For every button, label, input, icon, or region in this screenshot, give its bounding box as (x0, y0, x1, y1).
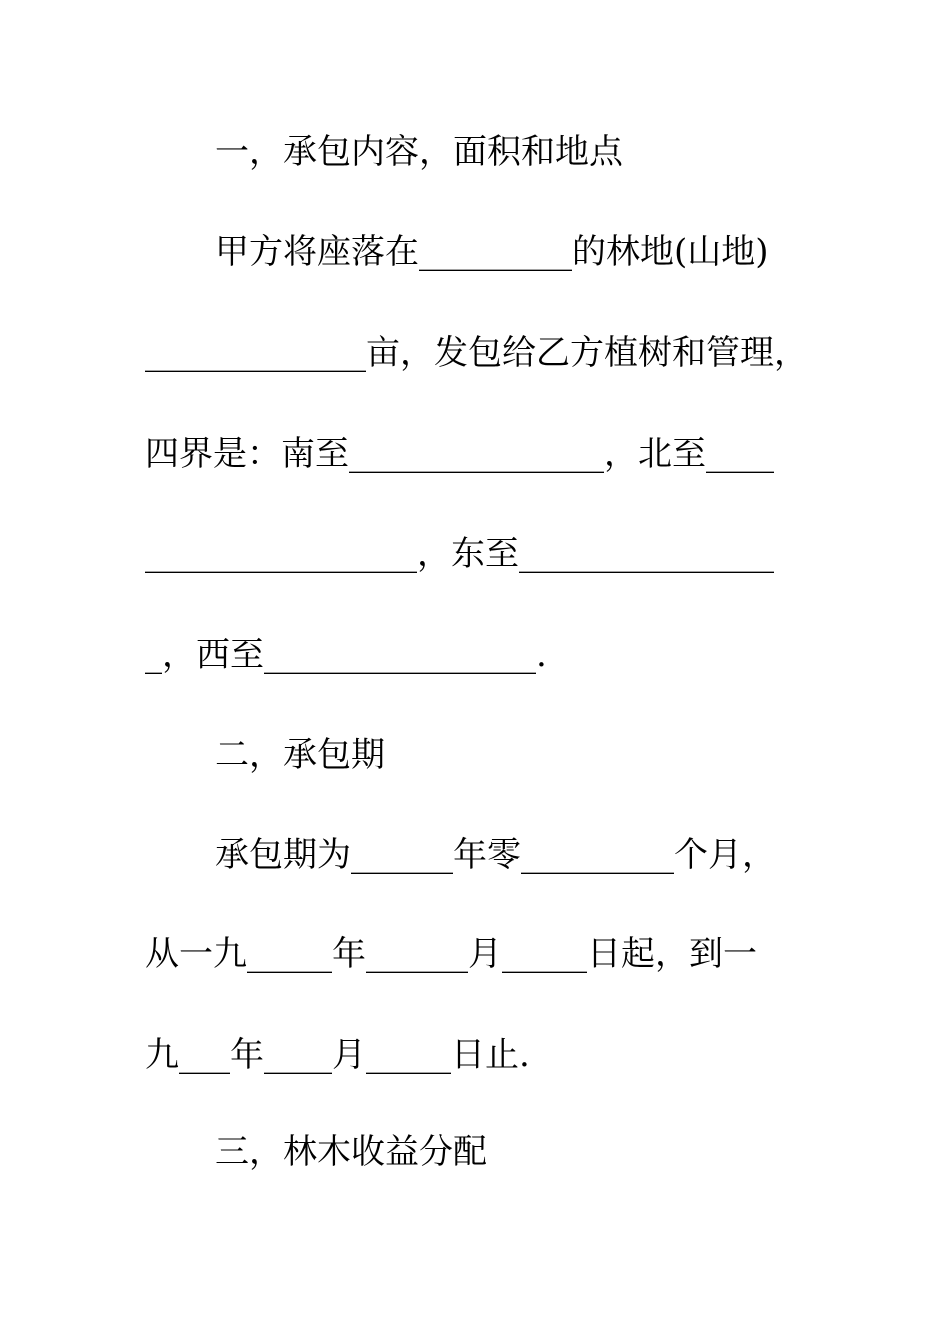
paragraph-line: _____________亩，发包给乙方植树和管理， (145, 333, 808, 373)
paragraph-line: 从一九_____年______月_____日起，到一 (145, 934, 757, 974)
paragraph-line: ________________，东至_______________ (145, 534, 774, 574)
paragraph-line: 四界是：南至_______________，北至____ (145, 434, 774, 474)
paragraph-line: 九___年____月_____日止. (145, 1035, 530, 1075)
section-heading-contract-content: 一，承包内容，面积和地点 (215, 132, 623, 172)
section-heading-revenue-distribution: 三，林木收益分配 (215, 1132, 487, 1172)
paragraph-line: _，西至________________. (145, 635, 547, 675)
paragraph-line: 甲方将座落在_________的林地(山地) (215, 232, 769, 272)
paragraph-line: 承包期为______年零_________个月， (215, 835, 776, 875)
section-heading-contract-period: 二，承包期 (215, 735, 385, 775)
